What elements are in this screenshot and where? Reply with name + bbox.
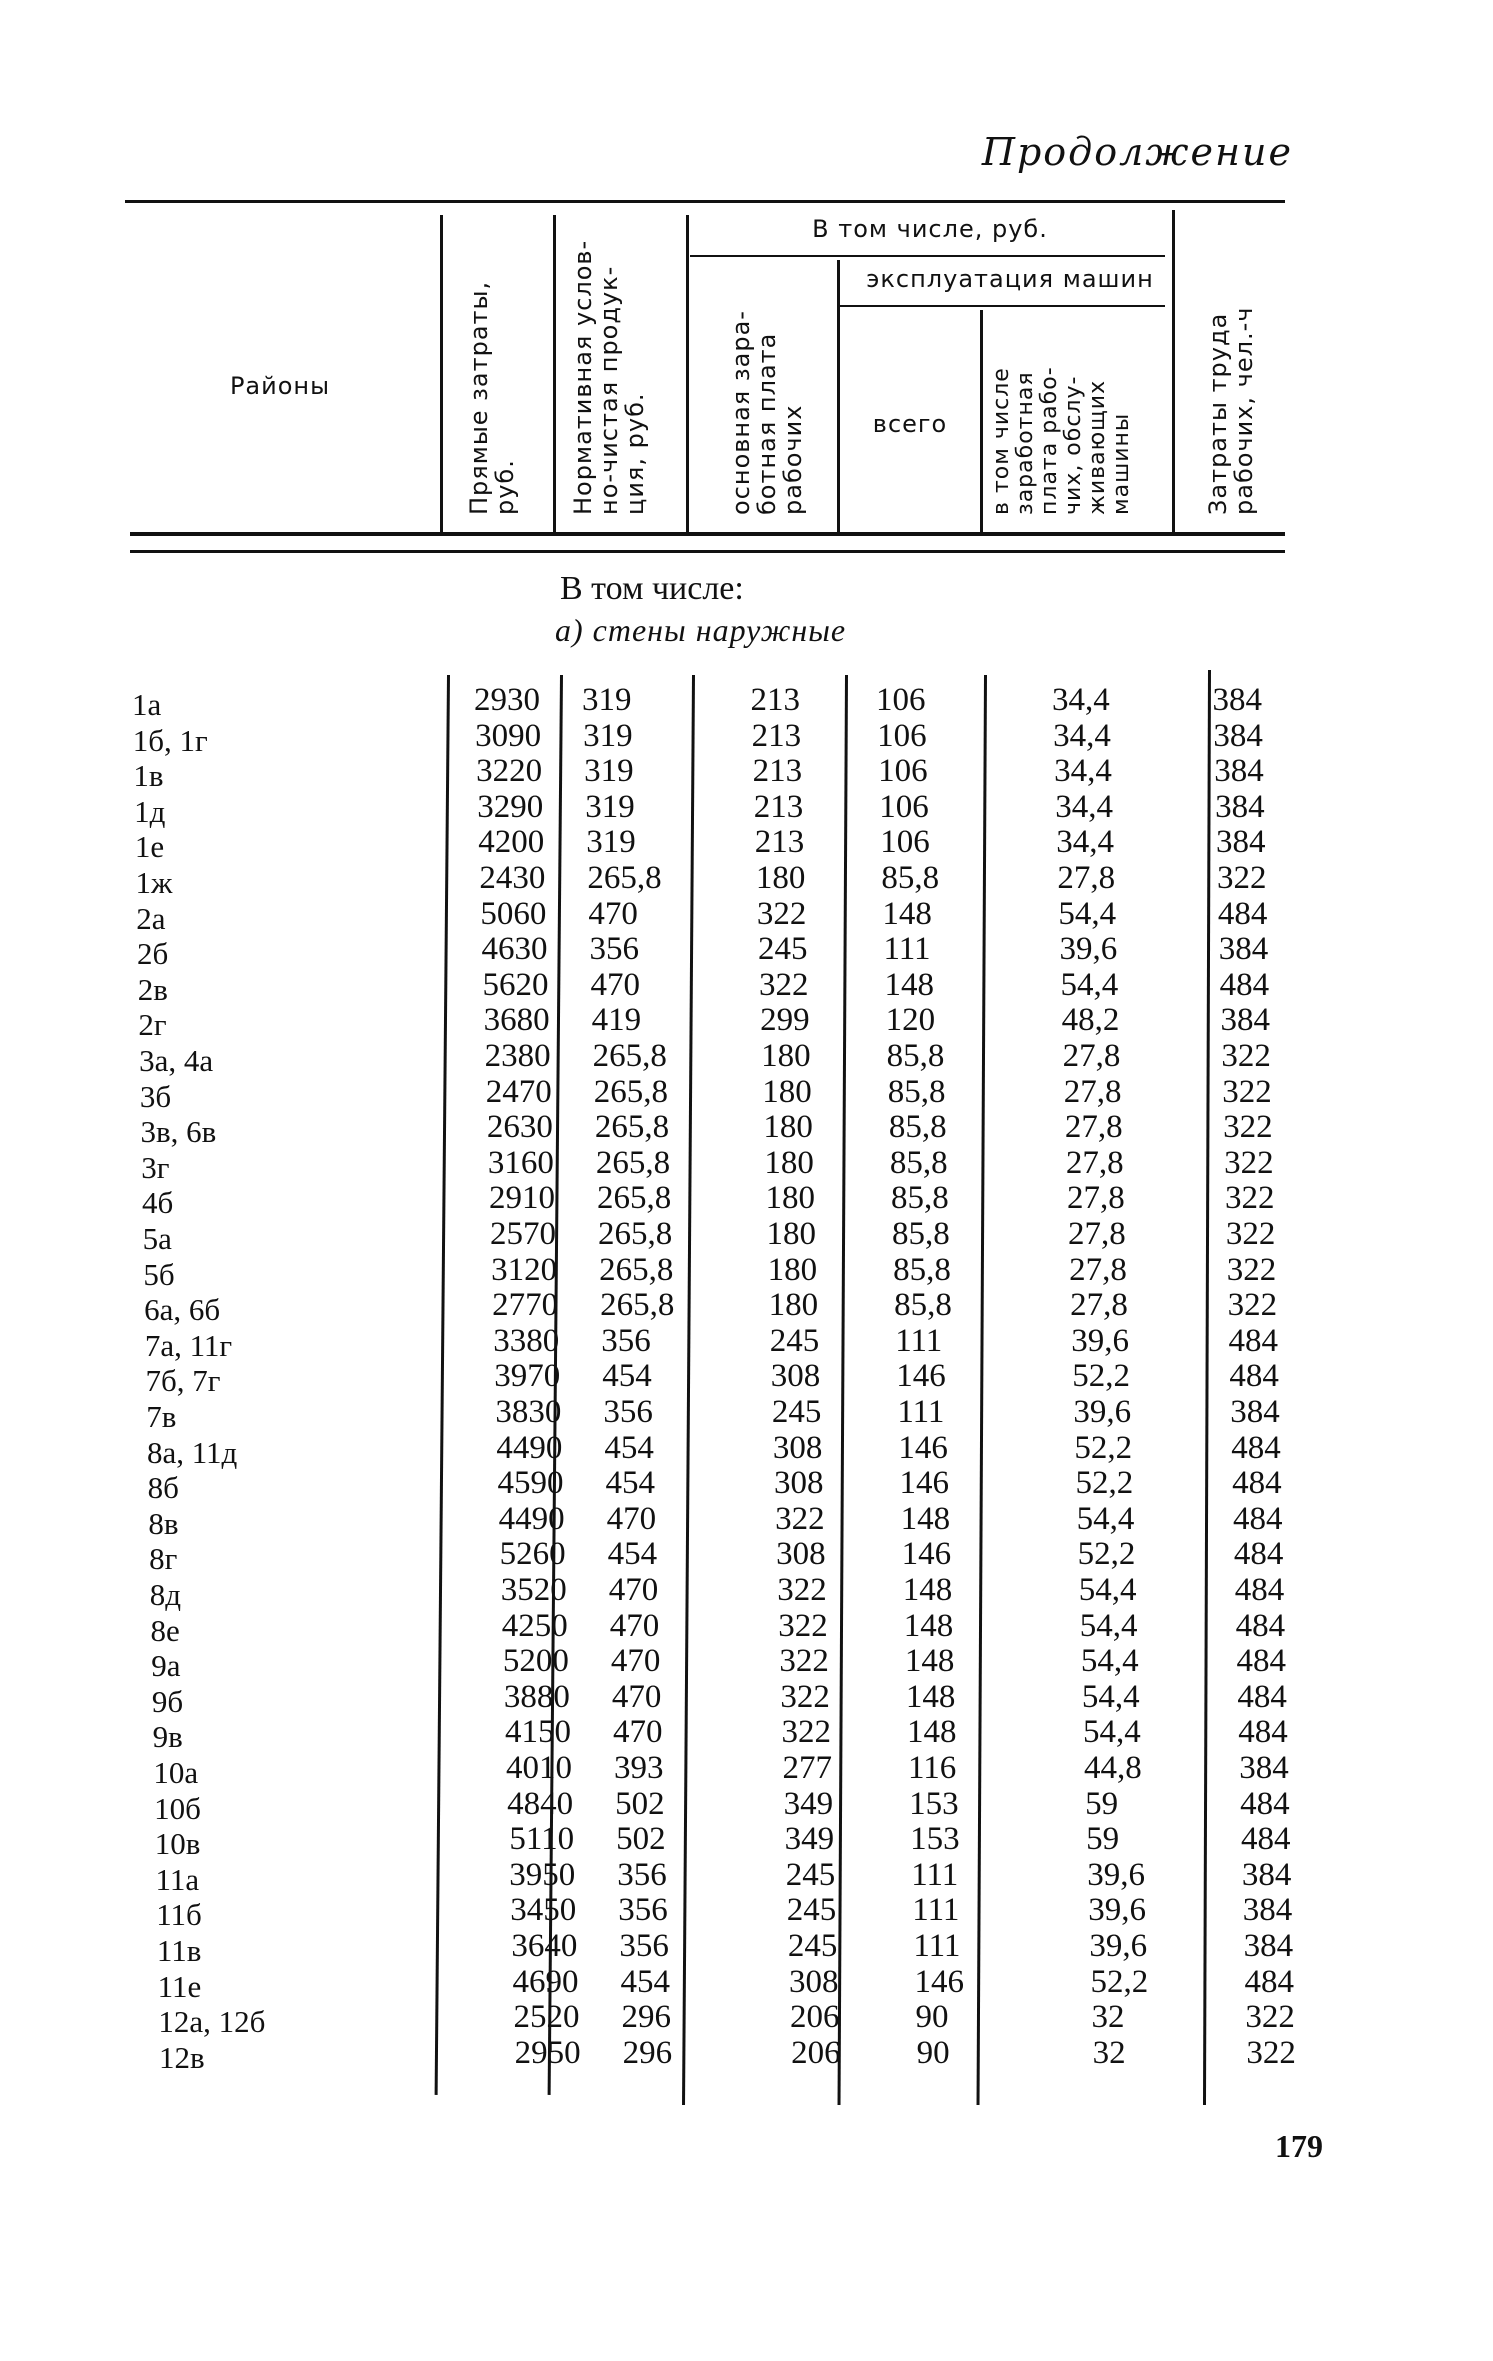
cell-mwage: 39,6 <box>1073 1394 1132 1430</box>
cell-direct: 5110 <box>509 1821 575 1858</box>
region-cell: 2г <box>138 1007 167 1043</box>
cell-wage: 180 <box>763 1109 813 1146</box>
cell-direct: 3380 <box>493 1322 560 1359</box>
region-cell: 11е <box>157 1968 202 2004</box>
cell-total: 106 <box>880 824 930 861</box>
region-cell: 1б, 1г <box>132 722 208 758</box>
cell-wage: 245 <box>771 1394 822 1430</box>
region-cell: 8а, 11д <box>146 1434 238 1470</box>
cell-direct: 4200 <box>478 824 545 861</box>
cell-labor: 484 <box>1232 1500 1283 1537</box>
cell-norm: 265,8 <box>598 1216 673 1252</box>
cell-labor: 384 <box>1242 1892 1293 1929</box>
cell-norm: 502 <box>616 1821 666 1858</box>
cell-direct: 3830 <box>495 1394 562 1430</box>
cell-wage: 308 <box>772 1429 823 1466</box>
cell-total: 148 <box>906 1714 957 1751</box>
cell-labor: 484 <box>1235 1607 1286 1644</box>
region-cell: 11б <box>156 1897 202 1933</box>
cell-mwage: 52,2 <box>1090 1963 1149 2000</box>
cell-labor: 322 <box>1224 1180 1275 1217</box>
cell-norm: 454 <box>607 1536 658 1573</box>
cell-norm: 454 <box>620 1963 670 2000</box>
cell-norm: 265,8 <box>599 1251 674 1288</box>
cell-direct: 3680 <box>483 1002 550 1039</box>
cell-labor: 322 <box>1245 1999 1295 2036</box>
cell-norm: 319 <box>582 682 632 718</box>
cell-mwage: 54,4 <box>1060 966 1119 1003</box>
cell-norm: 356 <box>619 1928 669 1964</box>
header-normative-product: Нормативная услов- но-чистая продук- ция, руб. <box>569 239 649 515</box>
cell-labor: 322 <box>1246 2034 1296 2071</box>
cell-direct: 2630 <box>486 1109 553 1146</box>
region-cell: 1д <box>134 793 166 829</box>
region-cell: 12а, 12б <box>158 2004 266 2040</box>
cell-wage: 322 <box>777 1572 827 1608</box>
cell-wage: 180 <box>768 1287 819 1324</box>
cell-direct: 2770 <box>492 1287 559 1324</box>
cell-labor: 384 <box>1218 931 1269 968</box>
region-cell: 1ж <box>135 865 173 900</box>
region-cell: 8г <box>149 1541 178 1577</box>
cell-wage: 322 <box>759 966 809 1003</box>
cell-wage: 322 <box>756 895 807 932</box>
cell-wage: 277 <box>782 1750 833 1786</box>
cell-labor: 484 <box>1238 1714 1288 1751</box>
cell-norm: 470 <box>608 1572 659 1608</box>
cell-labor: 384 <box>1212 682 1262 718</box>
region-cell: 10в <box>154 1826 201 1862</box>
cell-labor: 484 <box>1231 1429 1281 1466</box>
header-divider <box>837 260 840 533</box>
cell-mwage: 52,2 <box>1072 1358 1131 1395</box>
cell-wage: 180 <box>765 1180 815 1217</box>
cell-norm: 265,8 <box>595 1144 671 1181</box>
cell-wage: 213 <box>754 824 805 861</box>
cell-labor: 322 <box>1216 860 1267 896</box>
cell-direct: 4630 <box>481 931 548 968</box>
cell-norm: 356 <box>601 1322 651 1359</box>
region-cell: 9в <box>152 1719 183 1755</box>
cell-norm: 296 <box>622 2034 673 2071</box>
cell-direct: 4490 <box>496 1429 563 1466</box>
cell-total: 85,8 <box>892 1216 950 1252</box>
cell-direct: 2430 <box>479 860 546 896</box>
cell-direct: 4150 <box>504 1714 571 1751</box>
cell-mwage: 32 <box>1092 2034 1126 2071</box>
header-bottom-rule <box>130 532 1285 536</box>
cell-mwage: 52,2 <box>1074 1429 1133 1466</box>
cell-total: 146 <box>899 1465 949 1502</box>
cell-labor: 384 <box>1216 824 1266 861</box>
cell-norm: 470 <box>590 966 641 1003</box>
cell-mwage: 27,8 <box>1070 1287 1128 1324</box>
cell-labor: 484 <box>1244 1963 1295 2000</box>
cell-mwage: 27,8 <box>1057 860 1116 896</box>
cell-total: 111 <box>883 931 931 968</box>
cell-mwage: 52,2 <box>1077 1536 1136 1573</box>
cell-norm: 356 <box>617 1856 667 1893</box>
cell-labor: 322 <box>1221 1038 1271 1074</box>
cell-total: 148 <box>902 1572 953 1608</box>
cell-direct: 3950 <box>509 1856 576 1893</box>
cell-wage: 349 <box>784 1821 835 1858</box>
cell-total: 106 <box>878 753 928 790</box>
cell-wage: 245 <box>785 1856 836 1893</box>
cell-wage: 322 <box>778 1607 828 1644</box>
region-cell: 3в, 6в <box>140 1114 217 1150</box>
cell-labor: 384 <box>1243 1928 1294 1964</box>
cell-labor: 384 <box>1215 788 1265 825</box>
cell-labor: 484 <box>1229 1358 1279 1395</box>
cell-wage: 322 <box>775 1500 825 1537</box>
region-cell: 1в <box>133 758 164 794</box>
cell-direct: 3640 <box>511 1928 578 1964</box>
cell-mwage: 27,8 <box>1062 1038 1121 1074</box>
region-cell: 7в <box>146 1399 177 1434</box>
cell-wage: 245 <box>787 1928 838 1964</box>
cell-norm: 356 <box>589 931 639 968</box>
section-including: В том числе: <box>560 570 744 607</box>
header-including: В том числе, руб. <box>812 215 1048 243</box>
cell-norm: 470 <box>606 1500 657 1537</box>
body-divider <box>838 675 848 2105</box>
region-cell: 12в <box>159 2039 205 2075</box>
cell-mwage: 54,4 <box>1076 1500 1135 1537</box>
cell-total: 116 <box>908 1750 957 1786</box>
header-machine-wage: в том числе заработная плата рабо- чих, обслу- живающих машины <box>989 366 1134 515</box>
cell-direct: 2930 <box>474 682 540 718</box>
header-total: всего <box>872 410 948 438</box>
header-labor-costs: Затраты труда рабочих, чел.-ч <box>1204 306 1258 515</box>
cell-wage: 213 <box>750 682 800 718</box>
region-cell: 2в <box>137 971 168 1007</box>
including-rule <box>690 255 1165 257</box>
cell-total: 111 <box>911 1856 959 1893</box>
region-cell: 10б <box>154 1790 201 1826</box>
region-cell: 7а, 11г <box>144 1327 233 1363</box>
header-base-wage: основная зара- ботная плата рабочих <box>727 310 807 515</box>
header-divider <box>440 215 443 533</box>
cell-labor: 322 <box>1222 1073 1272 1110</box>
cell-mwage: 54,4 <box>1079 1607 1138 1644</box>
cell-wage: 322 <box>779 1643 829 1680</box>
cell-total: 148 <box>905 1678 956 1715</box>
cell-total: 111 <box>913 1928 961 1964</box>
cell-total: 153 <box>910 1821 960 1858</box>
cell-direct: 5060 <box>480 895 547 932</box>
cell-wage: 349 <box>783 1785 834 1822</box>
cell-labor: 322 <box>1224 1144 1274 1181</box>
page-number: 179 <box>1275 2128 1323 2164</box>
header-regions: Районы <box>229 372 331 400</box>
cell-direct: 5620 <box>482 966 549 1003</box>
cell-direct: 2910 <box>488 1180 555 1217</box>
cell-direct: 3450 <box>510 1892 577 1929</box>
cell-mwage: 39,6 <box>1059 931 1118 968</box>
cell-total: 146 <box>896 1358 946 1395</box>
cell-wage: 308 <box>776 1536 826 1573</box>
cell-direct: 3090 <box>475 717 542 754</box>
cell-labor: 384 <box>1213 717 1263 754</box>
region-cell: 3г <box>141 1149 170 1185</box>
cell-wage: 245 <box>786 1892 837 1929</box>
header-divider <box>1172 210 1175 533</box>
header-divider <box>553 215 556 533</box>
body-top-rule <box>130 550 1285 553</box>
cell-labor: 384 <box>1239 1750 1289 1786</box>
cell-direct: 3520 <box>500 1572 567 1608</box>
region-cell: 5а <box>142 1221 172 1256</box>
cell-mwage: 39,6 <box>1071 1322 1129 1359</box>
header-machine-operation: эксплуатация машин <box>866 265 1154 293</box>
cell-norm: 265,8 <box>600 1287 675 1324</box>
cell-mwage: 39,6 <box>1088 1892 1147 1929</box>
cell-wage: 180 <box>762 1073 812 1110</box>
cell-mwage: 27,8 <box>1069 1251 1127 1288</box>
cell-labor: 484 <box>1237 1678 1287 1715</box>
top-rule <box>125 200 1285 203</box>
cell-wage: 322 <box>780 1678 830 1715</box>
cell-mwage: 39,6 <box>1089 1928 1148 1964</box>
cell-wage: 213 <box>753 788 804 825</box>
header-divider <box>980 310 983 533</box>
region-cell: 1а <box>132 687 162 722</box>
cell-total: 85,8 <box>894 1287 952 1324</box>
cell-wage: 299 <box>760 1002 810 1039</box>
header-direct-costs: Прямые затраты, руб. <box>465 280 519 515</box>
cell-mwage: 34,4 <box>1054 753 1112 790</box>
cell-direct: 4250 <box>501 1607 568 1644</box>
cell-norm: 454 <box>602 1358 652 1395</box>
cell-norm: 393 <box>614 1750 664 1786</box>
cell-total: 106 <box>876 682 926 718</box>
cell-labor: 484 <box>1233 1536 1284 1573</box>
cell-norm: 319 <box>586 824 636 861</box>
cell-total: 153 <box>909 1785 959 1822</box>
cell-direct: 3290 <box>477 788 544 825</box>
region-cell: 9а <box>151 1648 181 1684</box>
region-cell: 11а <box>155 1861 200 1897</box>
cell-norm: 356 <box>603 1394 653 1430</box>
cell-direct: 3120 <box>491 1251 558 1288</box>
machine-rule <box>840 305 1165 307</box>
cell-norm: 319 <box>583 717 633 754</box>
cell-wage: 245 <box>757 931 808 968</box>
cell-total: 111 <box>897 1394 945 1430</box>
cell-norm: 265,8 <box>592 1038 667 1074</box>
cell-norm: 265,8 <box>596 1180 672 1217</box>
region-cell: 1е <box>134 829 165 865</box>
cell-direct: 4690 <box>512 1963 579 2000</box>
region-cell: 9б <box>151 1683 184 1719</box>
cell-wage: 180 <box>764 1144 814 1181</box>
region-cell: 8б <box>147 1470 179 1506</box>
cell-total: 106 <box>879 788 929 825</box>
cell-total: 146 <box>898 1429 948 1466</box>
cell-direct: 4590 <box>497 1465 564 1502</box>
region-cell: 3б <box>139 1078 172 1114</box>
cell-wage: 180 <box>755 860 806 896</box>
cell-labor: 322 <box>1223 1109 1273 1146</box>
cell-total: 85,8 <box>886 1038 945 1074</box>
cell-labor: 384 <box>1220 1002 1270 1039</box>
cell-labor: 384 <box>1230 1394 1280 1430</box>
cell-direct: 4010 <box>506 1750 573 1786</box>
cell-norm: 502 <box>615 1785 665 1822</box>
cell-wage: 206 <box>791 2034 841 2071</box>
cell-direct: 2380 <box>484 1038 551 1074</box>
cell-norm: 454 <box>605 1465 655 1502</box>
cell-total: 148 <box>900 1500 951 1537</box>
cell-norm: 470 <box>612 1714 663 1751</box>
cell-norm: 265,8 <box>593 1073 668 1110</box>
cell-norm: 470 <box>609 1607 660 1644</box>
cell-mwage: 34,4 <box>1055 788 1113 825</box>
cell-direct: 4490 <box>498 1500 565 1537</box>
continuation-label: Продолжение <box>981 130 1293 174</box>
cell-direct: 4840 <box>507 1785 574 1822</box>
cell-total: 85,8 <box>889 1144 948 1181</box>
cell-labor: 484 <box>1240 1785 1290 1822</box>
cell-labor: 384 <box>1241 1856 1292 1893</box>
cell-wage: 308 <box>770 1358 821 1395</box>
region-cell: 7б, 7г <box>145 1363 221 1399</box>
cell-total: 148 <box>882 895 932 932</box>
cell-direct: 2520 <box>513 1999 580 2036</box>
cell-norm: 454 <box>604 1429 654 1466</box>
cell-mwage: 34,4 <box>1052 682 1110 718</box>
cell-labor: 484 <box>1219 966 1270 1003</box>
cell-total: 111 <box>895 1322 943 1359</box>
cell-direct: 3160 <box>487 1144 554 1181</box>
region-cell: 6а, 6б <box>144 1292 221 1328</box>
region-cell: 8д <box>149 1577 182 1612</box>
cell-total: 90 <box>915 1999 949 2036</box>
cell-mwage: 54,4 <box>1080 1643 1139 1680</box>
cell-mwage: 52,2 <box>1075 1465 1134 1502</box>
cell-direct: 5200 <box>502 1643 569 1680</box>
cell-mwage: 59 <box>1085 1785 1119 1822</box>
cell-total: 146 <box>914 1963 964 2000</box>
cell-mwage: 54,4 <box>1078 1572 1137 1608</box>
cell-norm: 470 <box>588 895 638 932</box>
header-divider <box>686 215 689 533</box>
cell-direct: 2950 <box>514 2034 581 2071</box>
cell-direct: 2470 <box>485 1073 552 1110</box>
cell-wage: 206 <box>790 1999 840 2036</box>
cell-total: 111 <box>912 1892 960 1929</box>
cell-mwage: 27,8 <box>1066 1180 1125 1217</box>
cell-labor: 484 <box>1228 1322 1279 1359</box>
region-cell: 2а <box>136 900 166 936</box>
cell-total: 90 <box>916 2034 950 2071</box>
cell-mwage: 34,4 <box>1056 824 1115 861</box>
cell-norm: 356 <box>618 1892 668 1929</box>
cell-mwage: 27,8 <box>1064 1109 1123 1146</box>
cell-norm: 319 <box>585 788 635 825</box>
cell-total: 148 <box>904 1643 955 1680</box>
cell-labor: 322 <box>1225 1216 1276 1252</box>
cell-mwage: 27,8 <box>1063 1073 1122 1110</box>
cell-wage: 180 <box>761 1038 811 1074</box>
cell-norm: 419 <box>591 1002 642 1039</box>
cell-mwage: 39,6 <box>1087 1856 1145 1893</box>
cell-total: 85,8 <box>890 1180 949 1217</box>
cell-labor: 484 <box>1236 1643 1287 1680</box>
cell-mwage: 59 <box>1086 1821 1120 1858</box>
cell-labor: 322 <box>1227 1287 1278 1324</box>
cell-mwage: 32 <box>1091 1999 1125 2036</box>
cell-norm: 319 <box>584 753 634 790</box>
cell-mwage: 48,2 <box>1061 1002 1120 1039</box>
region-cell: 5б <box>143 1256 175 1292</box>
cell-direct: 3970 <box>494 1358 561 1395</box>
cell-mwage: 44,8 <box>1084 1750 1142 1786</box>
cell-total: 146 <box>901 1536 952 1573</box>
region-cell: 8в <box>148 1505 179 1541</box>
cell-norm: 470 <box>611 1678 662 1715</box>
cell-direct: 3880 <box>503 1678 570 1715</box>
cell-wage: 213 <box>751 717 802 754</box>
cell-direct: 3220 <box>476 753 543 790</box>
cell-wage: 322 <box>781 1714 831 1751</box>
cell-direct: 5260 <box>499 1536 566 1573</box>
cell-total: 85,8 <box>881 860 940 896</box>
region-cell: 2б <box>136 936 169 972</box>
region-cell: 8е <box>150 1612 180 1648</box>
cell-mwage: 54,4 <box>1058 895 1117 932</box>
cell-labor: 322 <box>1226 1251 1277 1288</box>
cell-wage: 213 <box>752 753 803 790</box>
cell-wage: 180 <box>766 1216 817 1252</box>
cell-wage: 245 <box>769 1322 820 1359</box>
cell-mwage: 27,8 <box>1065 1144 1124 1181</box>
cell-labor: 384 <box>1214 753 1264 790</box>
region-cell: 10а <box>153 1755 199 1790</box>
cell-labor: 484 <box>1234 1572 1285 1608</box>
cell-total: 85,8 <box>888 1109 947 1146</box>
cell-direct: 2570 <box>490 1216 557 1252</box>
cell-wage: 180 <box>767 1251 818 1288</box>
region-cell: 11в <box>156 1933 202 1968</box>
cell-labor: 484 <box>1240 1821 1291 1858</box>
cell-total: 148 <box>903 1607 954 1644</box>
cell-norm: 265,8 <box>587 860 662 896</box>
cell-wage: 308 <box>788 1963 839 2000</box>
cell-norm: 470 <box>610 1643 661 1680</box>
cell-mwage: 54,4 <box>1082 1714 1141 1751</box>
cell-labor: 484 <box>1232 1465 1282 1502</box>
cell-total: 85,8 <box>887 1073 946 1110</box>
cell-total: 106 <box>877 717 927 754</box>
body-divider <box>977 675 987 2105</box>
cell-total: 148 <box>884 966 935 1003</box>
cell-norm: 296 <box>621 1999 672 2036</box>
cell-total: 85,8 <box>893 1251 951 1288</box>
section-subtitle: а) стены наружные <box>555 612 847 648</box>
region-cell: 4б <box>141 1185 174 1221</box>
cell-mwage: 34,4 <box>1053 717 1111 754</box>
cell-mwage: 27,8 <box>1068 1216 1126 1252</box>
cell-wage: 308 <box>773 1465 824 1502</box>
cell-labor: 484 <box>1217 895 1268 932</box>
cell-norm: 265,8 <box>594 1109 670 1146</box>
cell-total: 120 <box>885 1002 936 1039</box>
region-cell: 3а, 4а <box>139 1043 214 1078</box>
cell-mwage: 54,4 <box>1081 1678 1140 1715</box>
